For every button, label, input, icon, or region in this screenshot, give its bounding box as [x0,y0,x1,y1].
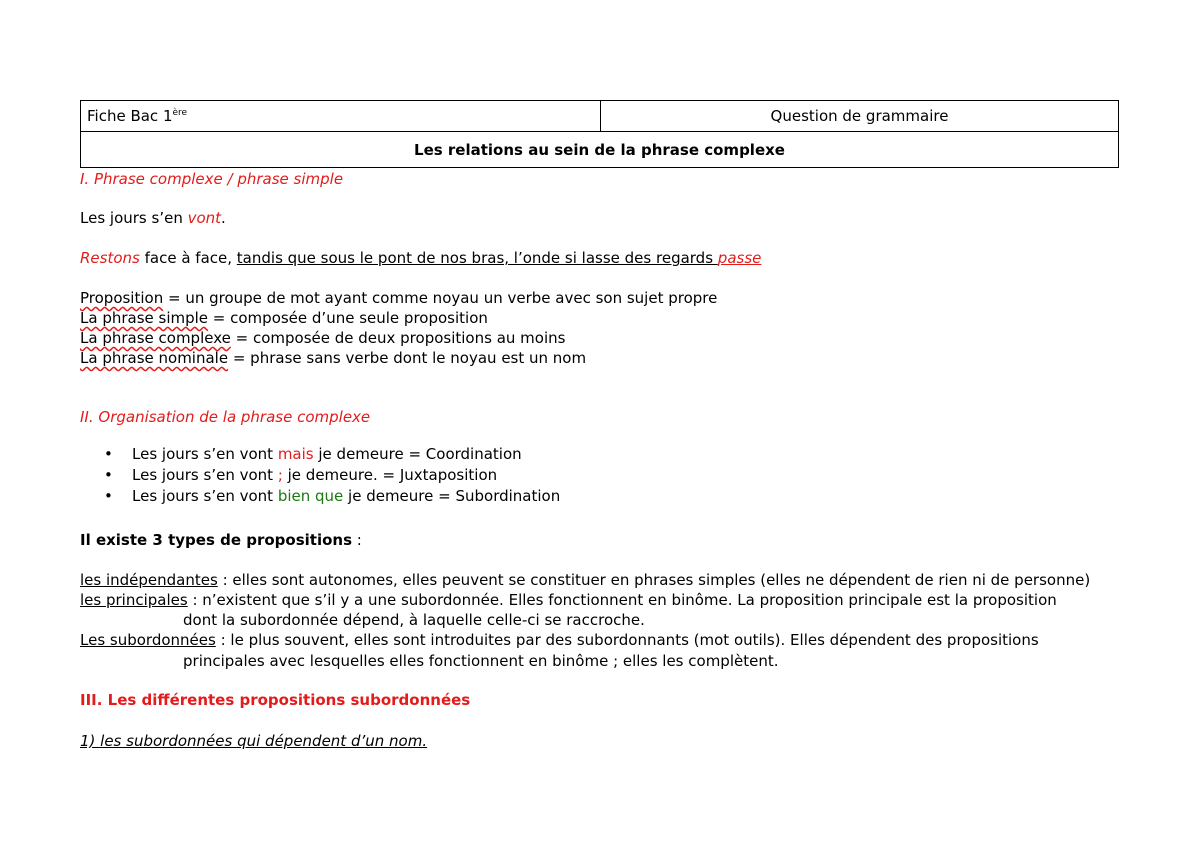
kind-subordonnees-cont: principales avec lesquelles elles fonctionnent en binôme ; elles les complètent. [183,652,779,670]
definition-proposition: Proposition = un groupe de mot ayant comme noyau un verbe avec son sujet propre [80,289,718,307]
example-1: Les jours s’en vont. [80,209,226,227]
list-item: • Les jours s’en vont ; je demeure. = Juxtaposition [104,466,498,484]
question-label: Question de grammaire [601,101,1119,132]
definition-phrase-complexe: La phrase complexe = composée de deux propositions au moins [80,329,566,347]
subsection-1-heading: 1) les subordonnées qui dépendent d’un nom. [80,732,428,750]
kind-principales-cont: dont la subordonnée dépend, à laquelle celle-ci se raccroche. [183,611,645,629]
fiche-label: Fiche Bac 1ère [81,101,601,132]
section1-heading: I. Phrase complexe / phrase simple [80,170,344,188]
example-2: Restons face à face, tandis que sous le pont de nos bras, l’onde si lasse des regards passe [80,249,762,267]
kind-subordonnees: Les subordonnées : le plus souvent, elles sont introduites par des subordonnants (mot outils). Elles dépendent des propositions [80,631,1039,649]
types-intro: Il existe 3 types de propositions : [80,531,362,549]
organisation-list [104,444,560,507]
list-item: • Les jours s’en vont mais je demeure = Coordination [104,445,522,463]
kind-principales: les principales : n’existent que s’il y a une subordonnée. Elles fonctionnent en binôme. La proposition principale est la proposition [80,591,1057,609]
list-item: • Les jours s’en vont bien que je demeure = Subordination [104,487,561,505]
section2-heading: II. Organisation de la phrase complexe [80,408,371,426]
header-table [80,100,1119,168]
definition-phrase-nominale: La phrase nominale = phrase sans verbe dont le noyau est un nom [80,349,587,367]
kind-independantes: les indépendantes : elles sont autonomes, elles peuvent se constituer en phrases simples (elles ne dépendent de rien ni de personne) [80,571,1091,589]
definition-phrase-simple: La phrase simple = composée d’une seule proposition [80,309,488,327]
page-title: Les relations au sein de la phrase complexe [81,132,1119,168]
section3-heading: III. Les différentes propositions subordonnées [80,691,471,709]
